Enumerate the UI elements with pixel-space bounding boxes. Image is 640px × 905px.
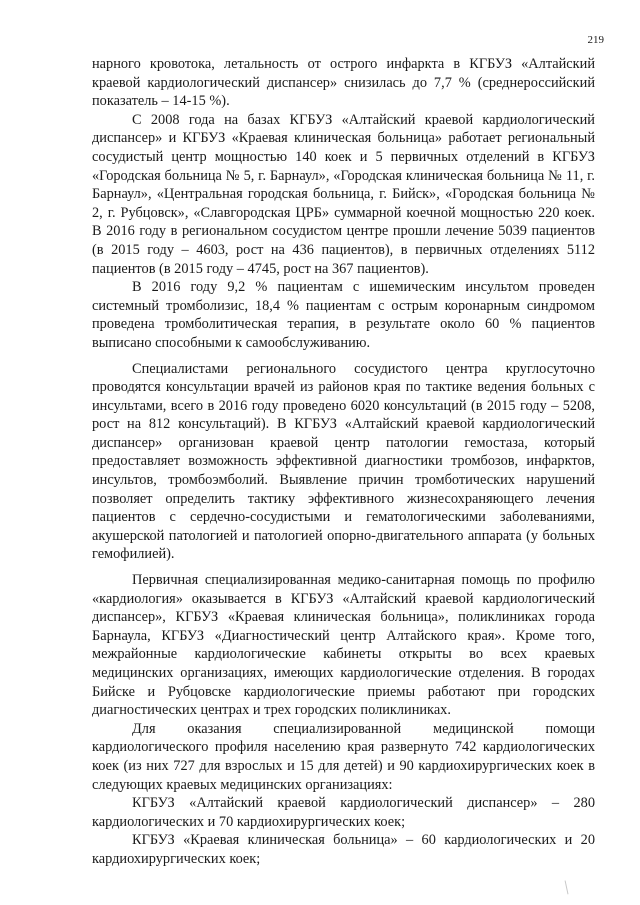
page-number: 219 bbox=[587, 34, 604, 46]
paragraph-continuation: нарного кровотока, летальность от острого инфаркта в КГБУЗ «Алтайский краевой кардиологический диспансер» снизилась до 7,7 % (среднероссийский показатель – 14-15 %). bbox=[92, 56, 595, 110]
scan-artifact-mark bbox=[565, 880, 573, 895]
paragraph-thrombolysis: В 2016 году 9,2 % пациентам с ишемическим инсультом проведен системный тромболизис, 18,4 % пациентам с острым коронарным синдромом проведена тромболитическая терапия, в результате около 60 % пациентов выписано способными к самообслуживанию. bbox=[92, 279, 595, 351]
paragraph-vascular-center: С 2008 года на базах КГБУЗ «Алтайский краевой кардиологический диспансер» и КГБУЗ «Краевая клиническая больница» работает региональный сосудистый центр мощностью 140 коек и 5 первичных отделений в КГБУЗ «Городская больница № 5, г. Барнаул», «Городская клиническая больница № 11, г. Барнаул», «Центральная городская больница, г. Бийск», «Городская больница № 2, г. Рубцовск», «Славгородская ЦРБ» суммарной коечной мощностью 220 коек. В 2016 году в региональном сосудистом центре прошли лечение 5039 пациентов (в 2015 году – 4603, рост на 436 пациентов), в первичных отделениях 5112 пациентов (в 2015 году – 4745, рост на 367 пациентов). bbox=[92, 111, 595, 277]
paragraph-consultations: Специалистами регионального сосудистого центра круглосуточно проводятся консультации врачей из районов края по тактике ведения больных с инсультами, всего в 2016 году проведено 6020 консультаций (в 2015 году – 5208, рост на 812 консультаций). В КГБУЗ «Алтайский краевой кардиологический диспансер» организован краевой центр патологии гемостаза, который предоставляет возможность эффективной диагностики тромбозов, инфарктов, инсультов, тромбоэмболий. Выявление причин тромботических нарушений позволяет определить тактику эффективного жизнесохраняющего лечения пациентов с сердечно-сосудистыми и гематологическими заболеваниями, акушерской патологией и патологией опорно-двигательного аппарата (у больных гемофилией). bbox=[92, 360, 595, 563]
paragraph-specialized-care: Для оказания специализированной медицинской помощи кардиологического профиля населению края развернуто 742 кардиологических коек (из них 727 для взрослых и 15 для детей) и 90 кардиохирургических коек в следующих краевых медицинских организациях: bbox=[92, 720, 595, 793]
document-body bbox=[92, 55, 595, 869]
list-item-regional-hospital: КГБУЗ «Краевая клиническая больница» – 60 кардиологических и 20 кардиохирургических коек; bbox=[92, 832, 595, 867]
paragraph-primary-care: Первичная специализированная медико-санитарная помощь по профилю «кардиология» оказывается в КГБУЗ «Алтайский краевой кардиологический диспансер», КГБУЗ «Краевая клиническая больница», поликлиниках города Барнаула, КГБУЗ «Диагностический центр Алтайского края». Кроме того, межрайонные кардиологические кабинеты открыты во всех краевых медицинских организациях, имеющих кардиологические отделения. В городах Бийске и Рубцовске кардиологические приемы работают при городских диагностических центрах и трех городских поликлиниках. bbox=[92, 572, 595, 719]
list-item-cardio-dispensary: КГБУЗ «Алтайский краевой кардиологический диспансер» – 280 кардиологических и 70 кардиохирургических коек; bbox=[92, 795, 595, 830]
